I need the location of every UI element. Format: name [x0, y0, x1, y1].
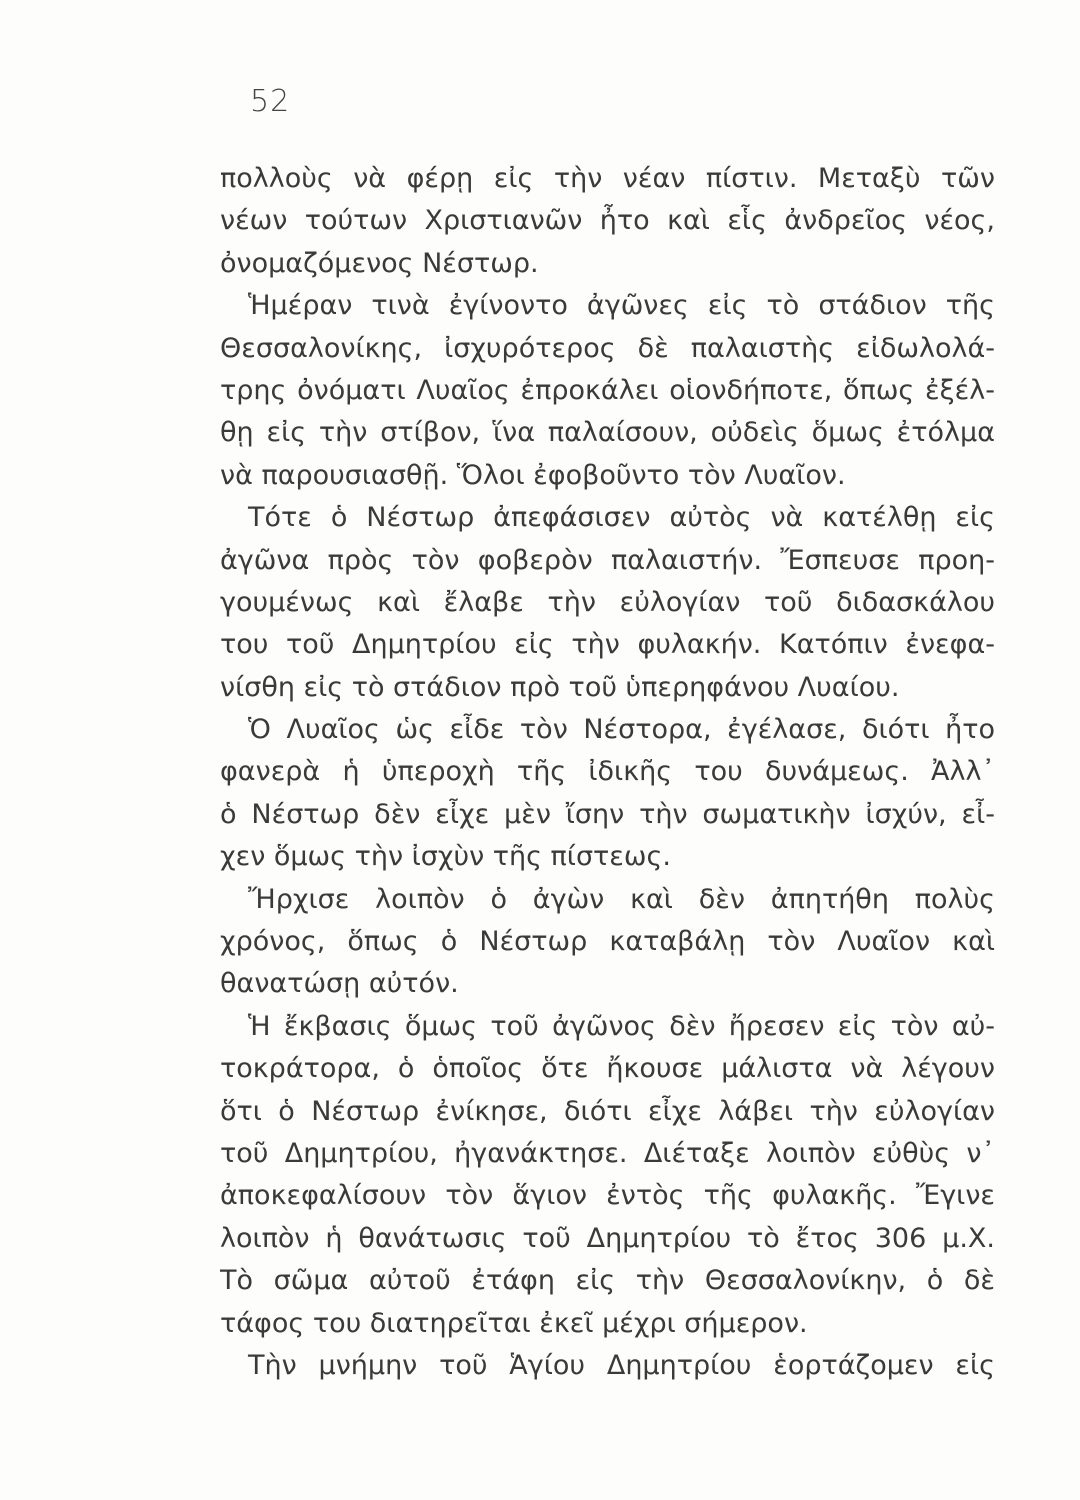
text-line: Τὴν μνήμην τοῦ Ἁγίου Δημητρίου ἑορτάζομεν εἰς [248, 1349, 995, 1381]
text-line: ὁ Νέστωρ δὲν εἶχε μὲν ἴσην τὴν σωματικὴν ἰσχύν, εἶ- [220, 798, 995, 830]
text-line: φανερὰ ἡ ὑπεροχὴ τῆς ἰδικῆς του δυνάμεως. Ἀλλ᾿ [220, 756, 995, 788]
text-line: τοῦ Δημητρίου, ἠγανάκτησε. Διέταξε λοιπὸν εὐθὺς ν᾿ [220, 1137, 995, 1169]
text-line: νὰ παρουσιασθῇ. Ὅλοι ἐφοβοῦντο τὸν Λυαῖον. [220, 459, 846, 491]
text-line: Θεσσαλονίκης, ἰσχυρότερος δὲ παλαιστὴς εἰδωλολά- [220, 332, 995, 364]
page-number: 52 [250, 84, 291, 119]
text-line: νέων τούτων Χριστιανῶν ἦτο καὶ εἷς ἀνδρεῖος νέος, [220, 205, 995, 237]
text-line: ὅτι ὁ Νέστωρ ἐνίκησε, διότι εἶχε λάβει τὴν εὐλογίαν [220, 1095, 995, 1127]
text-line: πολλοὺς νὰ φέρῃ εἰς τὴν νέαν πίστιν. Μεταξὺ τῶν [220, 163, 995, 194]
text-line: του τοῦ Δημητρίου εἰς τὴν φυλακήν. Κατόπιν ἐνεφα- [220, 629, 995, 661]
text-line: τρης ὀνόματι Λυαῖος ἐπροκάλει οἱονδήποτε, ὅπως ἐξέλ- [220, 374, 995, 406]
text-line: τοκράτορα, ὁ ὁποῖος ὅτε ἤκουσε μάλιστα νὰ λέγουν [220, 1053, 995, 1085]
text-line: Τὸ σῶμα αὐτοῦ ἐτάφη εἰς τὴν Θεσσαλονίκην, ὁ δὲ [220, 1265, 995, 1297]
text-line: λοιπὸν ἡ θανάτωσις τοῦ Δημητρίου τὸ ἔτος 306 μ.Χ. [220, 1222, 995, 1254]
text-line: θανατώσῃ αὐτόν. [220, 968, 459, 1000]
text-line: τάφος του διατηρεῖται ἐκεῖ μέχρι σήμερον. [220, 1307, 808, 1339]
text-line: ἀγῶνα πρὸς τὸν φοβερὸν παλαιστήν. Ἔσπευσε προη- [220, 544, 995, 576]
text-line: χεν ὅμως τὴν ἰσχὺν τῆς πίστεως. [220, 841, 671, 873]
text-line: ἀποκεφαλίσουν τὸν ἅγιον ἐντὸς τῆς φυλακῆς. Ἔγινε [220, 1180, 995, 1212]
text-line: χρόνος, ὅπως ὁ Νέστωρ καταβάλῃ τὸν Λυαῖον καὶ [220, 926, 995, 958]
text-line: Ἡμέραν τινὰ ἐγίνοντο ἀγῶνες εἰς τὸ στάδιον τῆς [248, 290, 995, 322]
text-line: θῃ εἰς τὴν στίβον, ἵνα παλαίσουν, οὐδεὶς ὅμως ἐτόλμα [220, 417, 995, 449]
text-line: Ἤρχισε λοιπὸν ὁ ἀγὼν καὶ δὲν ἀπητήθη πολὺς [248, 883, 995, 915]
text-line: Ὁ Λυαῖος ὡς εἶδε τὸν Νέστορα, ἐγέλασε, διότι ἦτο [248, 714, 995, 746]
text-line: γουμένως καὶ ἔλαβε τὴν εὐλογίαν τοῦ διδασκάλου [220, 586, 995, 618]
text-line: Τότε ὁ Νέστωρ ἀπεφάσισεν αὐτὸς νὰ κατέλθῃ εἰς [248, 502, 995, 534]
body-text [220, 158, 995, 1387]
text-line: Ἡ ἔκβασις ὅμως τοῦ ἀγῶνος δὲν ἤρεσεν εἰς τὸν αὐ- [248, 1010, 995, 1042]
text-line: νίσθη εἰς τὸ στάδιον πρὸ τοῦ ὑπερηφάνου Λυαίου. [220, 671, 900, 703]
text-line: ὀνομαζόμενος Νέστωρ. [220, 247, 539, 279]
